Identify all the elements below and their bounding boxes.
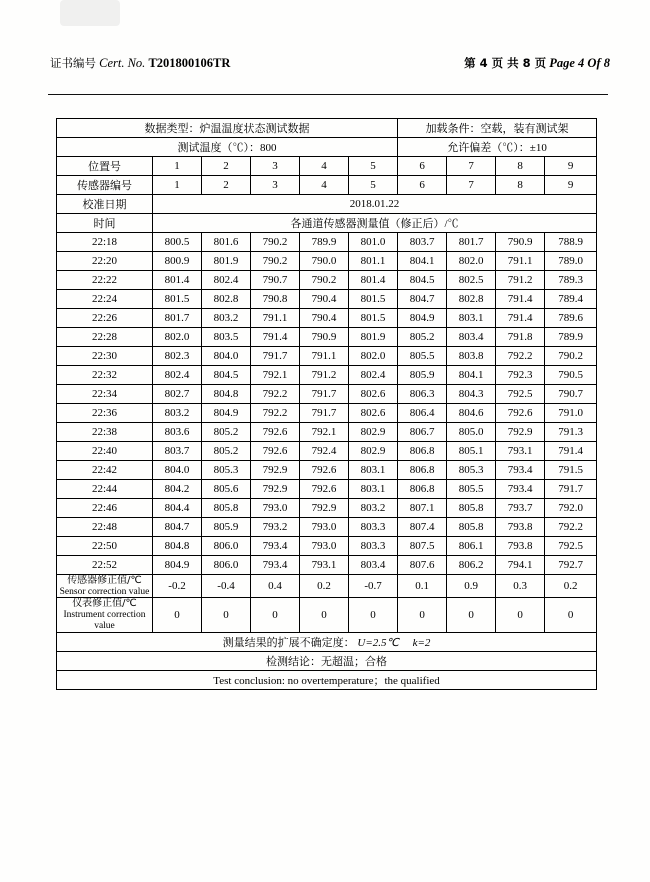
row-time: 22:40 [57,442,153,461]
cell-value: 801.4 [349,271,398,290]
sensor-correction-label [57,575,153,598]
cell-value: 802.0 [349,347,398,366]
cell-value: 792.2 [251,385,300,404]
cell-value: 801.5 [349,290,398,309]
cell-value: 804.4 [153,499,202,518]
cell-value: 806.1 [447,537,496,556]
position-cell: 4 [300,157,349,176]
cell-value: 804.7 [398,290,447,309]
table-row [57,556,597,575]
row-time: 22:32 [57,366,153,385]
table-row-uncertainty [57,632,597,651]
cell-value: 791.8 [496,328,545,347]
table-row [57,537,597,556]
position-cell: 6 [398,157,447,176]
row-time: 22:44 [57,480,153,499]
cell-value: 790.7 [545,385,597,404]
table-row [57,347,597,366]
cell-value: 793.1 [300,556,349,575]
cell-value: 802.9 [349,423,398,442]
cell-value: 803.2 [153,404,202,423]
row-time: 22:20 [57,252,153,271]
cell-value: 805.5 [398,347,447,366]
cell-value: 791.2 [300,366,349,385]
sensor-cell: 7 [447,176,496,195]
row-time: 22:18 [57,233,153,252]
cell-value: 805.8 [447,518,496,537]
cell-value: 790.2 [251,233,300,252]
sensor-correction-value: 0.4 [251,575,300,598]
cell-value: 792.2 [496,347,545,366]
table-row-sensor-correction [57,575,597,598]
cell-value: 791.0 [545,404,597,423]
cell-value: 802.4 [349,366,398,385]
cell-value: 801.9 [349,328,398,347]
sensor-correction-value: -0.4 [202,575,251,598]
cell-value: 801.5 [153,290,202,309]
cell-value: 802.4 [153,366,202,385]
cell-value: 804.9 [398,309,447,328]
cell-value: 803.3 [349,518,398,537]
cell-value: 792.5 [545,537,597,556]
cell-value: 789.6 [545,309,597,328]
cell-value: 801.4 [153,271,202,290]
cell-value: 792.9 [251,480,300,499]
table-row-channel-header [57,214,597,233]
cell-value: 790.2 [300,271,349,290]
sensor-correction-value: -0.2 [153,575,202,598]
sensor-cell: 6 [398,176,447,195]
cell-value: 806.8 [398,442,447,461]
cell-value: 803.1 [349,480,398,499]
cell-value: 789.9 [300,233,349,252]
document-header [50,55,610,71]
cell-value: 803.4 [349,556,398,575]
row-time: 22:24 [57,290,153,309]
cell-value: 793.4 [251,537,300,556]
sensor-correction-value: 0.2 [300,575,349,598]
cell-value: 791.4 [496,309,545,328]
row-time: 22:34 [57,385,153,404]
row-time: 22:50 [57,537,153,556]
cell-value: 793.2 [251,518,300,537]
cell-value: 802.4 [202,271,251,290]
sensor-correction-value: -0.7 [349,575,398,598]
time-label-cell: 时间 [57,214,153,233]
table-row [57,233,597,252]
cell-value: 792.1 [300,423,349,442]
position-cell: 1 [153,157,202,176]
channel-header-cell: 各通道传感器测量值（修正后）/℃ [153,214,597,233]
cell-value: 802.9 [349,442,398,461]
cell-value: 804.1 [398,252,447,271]
cell-value: 804.7 [153,518,202,537]
cell-value: 790.0 [300,252,349,271]
cell-value: 806.8 [398,480,447,499]
cell-value: 803.1 [349,461,398,480]
cell-value: 803.1 [447,309,496,328]
cell-value: 802.3 [153,347,202,366]
table-row [57,385,597,404]
cell-value: 805.1 [447,442,496,461]
cell-value: 804.1 [447,366,496,385]
cell-value: 802.6 [349,404,398,423]
cell-value: 791.7 [300,385,349,404]
cell-value: 801.5 [349,309,398,328]
cell-value: 806.2 [447,556,496,575]
position-label-cell: 位置号 [57,157,153,176]
cell-value: 800.9 [153,252,202,271]
cell-value: 805.0 [447,423,496,442]
cell-value: 790.4 [300,309,349,328]
cell-value: 792.5 [496,385,545,404]
cell-value: 793.4 [251,556,300,575]
cell-value: 805.3 [447,461,496,480]
uncertainty-cell [57,632,597,651]
row-time: 22:28 [57,328,153,347]
cell-value: 805.2 [202,423,251,442]
instrument-correction-value: 0 [349,598,398,632]
conclusion-en-cell: Test conclusion: no overtemperature；the qualified [57,670,597,689]
sensor-cell: 1 [153,176,202,195]
cell-value: 792.2 [251,404,300,423]
load-condition-cell: 加载条件：空载，装有测试架 [398,119,597,138]
position-cell: 5 [349,157,398,176]
cell-value: 803.7 [398,233,447,252]
cell-value: 806.7 [398,423,447,442]
instrument-correction-value: 0 [251,598,300,632]
cell-value: 805.2 [398,328,447,347]
cell-value: 804.0 [153,461,202,480]
cell-value: 793.0 [300,518,349,537]
cell-value: 793.1 [496,442,545,461]
table-row [57,480,597,499]
cell-value: 792.6 [496,404,545,423]
position-cell: 9 [545,157,597,176]
row-time: 22:48 [57,518,153,537]
cell-value: 792.6 [300,461,349,480]
cell-value: 802.8 [202,290,251,309]
sensor-cell: 3 [251,176,300,195]
uncertainty-k-value: k=2 [412,636,431,649]
cell-value: 793.8 [496,518,545,537]
cell-value: 801.7 [447,233,496,252]
table-row [57,328,597,347]
cell-value: 791.3 [545,423,597,442]
cell-value: 792.2 [545,518,597,537]
cell-value: 789.9 [545,328,597,347]
cell-value: 803.7 [153,442,202,461]
cell-value: 804.2 [153,480,202,499]
sensor-cell: 5 [349,176,398,195]
cell-value: 790.5 [545,366,597,385]
cell-value: 792.4 [300,442,349,461]
table-row [57,252,597,271]
cell-value: 803.3 [349,537,398,556]
scan-artifact [60,0,120,26]
table-row-conclusion-cn [57,651,597,670]
position-cell: 8 [496,157,545,176]
cell-value: 794.1 [496,556,545,575]
cell-value: 791.5 [545,461,597,480]
sensor-correction-value: 0.9 [447,575,496,598]
instrument-correction-value: 0 [202,598,251,632]
table-row [57,423,597,442]
cell-value: 807.4 [398,518,447,537]
page-number-en: Page 4 Of 8 [549,56,610,70]
cert-label: 证书编号 [50,56,96,70]
row-time: 22:42 [57,461,153,480]
table-row [57,309,597,328]
cell-value: 802.0 [153,328,202,347]
table-row [57,442,597,461]
instrument-correction-value: 0 [300,598,349,632]
cell-value: 801.6 [202,233,251,252]
cell-value: 791.4 [251,328,300,347]
table-row [57,404,597,423]
table-row [57,290,597,309]
cell-value: 791.7 [545,480,597,499]
cell-value: 801.0 [349,233,398,252]
table-row [57,499,597,518]
cell-value: 805.9 [202,518,251,537]
cell-value: 805.3 [202,461,251,480]
certificate-number [50,55,230,71]
instrument-correction-value: 0 [545,598,597,632]
cell-value: 791.1 [300,347,349,366]
position-cell: 7 [447,157,496,176]
uncertainty-label: 测量结果的扩展不确定度： [222,636,355,649]
cell-value: 806.3 [398,385,447,404]
table-row-instrument-correction [57,598,597,632]
cell-value: 804.9 [153,556,202,575]
cell-value: 792.6 [300,480,349,499]
cell-value: 805.8 [202,499,251,518]
sensor-cell: 8 [496,176,545,195]
cell-value: 802.5 [447,271,496,290]
cell-value: 803.6 [153,423,202,442]
row-time: 22:26 [57,309,153,328]
cell-value: 790.2 [251,252,300,271]
row-time: 22:30 [57,347,153,366]
cell-value: 805.6 [202,480,251,499]
position-cell: 2 [202,157,251,176]
sensor-correction-label-cn: 传感器修正值/℃ [67,575,142,586]
sensor-correction-value: 0.3 [496,575,545,598]
cell-value: 805.8 [447,499,496,518]
cell-value: 792.6 [251,423,300,442]
cell-value: 801.1 [349,252,398,271]
header-divider [48,94,608,95]
cell-value: 792.9 [496,423,545,442]
cell-value: 806.8 [398,461,447,480]
uncertainty-u-value: U=2.5℃ [357,636,399,649]
table-row-conclusion-en [57,670,597,689]
cell-value: 793.0 [251,499,300,518]
tolerance-cell: 允许偏差（℃）：±10 [398,138,597,157]
cert-no-label: Cert. No. [99,56,146,70]
cell-value: 802.6 [349,385,398,404]
cell-value: 806.4 [398,404,447,423]
cell-value: 804.8 [153,537,202,556]
sensor-correction-label-en: Sensor correction value [59,586,150,597]
cell-value: 803.8 [447,347,496,366]
cell-value: 802.0 [447,252,496,271]
cell-value: 790.4 [300,290,349,309]
cell-value: 791.2 [496,271,545,290]
cell-value: 803.2 [349,499,398,518]
cell-value: 793.8 [496,537,545,556]
cell-value: 790.2 [545,347,597,366]
cell-value: 788.9 [545,233,597,252]
cell-value: 807.5 [398,537,447,556]
cell-value: 793.0 [300,537,349,556]
cell-value: 790.8 [251,290,300,309]
cell-value: 805.2 [202,442,251,461]
cell-value: 805.9 [398,366,447,385]
cell-value: 790.7 [251,271,300,290]
table-row-cal-date [57,195,597,214]
cell-value: 792.0 [545,499,597,518]
table-row [57,518,597,537]
sensor-correction-value: 0.1 [398,575,447,598]
instrument-correction-value: 0 [447,598,496,632]
cell-value: 807.1 [398,499,447,518]
page-number-cn: 第 4 页 共 8 页 [464,56,547,70]
row-time: 22:22 [57,271,153,290]
cell-value: 790.9 [496,233,545,252]
cell-value: 791.7 [300,404,349,423]
cell-value: 800.5 [153,233,202,252]
sensor-cell: 2 [202,176,251,195]
instrument-correction-value: 0 [398,598,447,632]
table-row [57,366,597,385]
cell-value: 791.1 [251,309,300,328]
cell-value: 807.6 [398,556,447,575]
cell-value: 792.1 [251,366,300,385]
cell-value: 805.5 [447,480,496,499]
cell-value: 802.8 [447,290,496,309]
table-row-positions [57,157,597,176]
cell-value: 791.4 [545,442,597,461]
table-row [57,461,597,480]
sensor-cell: 4 [300,176,349,195]
test-temperature-cell: 测试温度（℃）：800 [57,138,398,157]
cell-value: 801.9 [202,252,251,271]
cell-value: 804.3 [447,385,496,404]
instrument-correction-label-cn: 仪表修正值/℃ [72,598,137,610]
row-time: 22:36 [57,404,153,423]
cell-value: 793.7 [496,499,545,518]
sensor-cell: 9 [545,176,597,195]
instrument-correction-value: 0 [153,598,202,632]
cell-value: 792.3 [496,366,545,385]
sensor-label-cell: 传感器编号 [57,176,153,195]
instrument-correction-value: 0 [496,598,545,632]
cal-date-value-cell: 2018.01.22 [153,195,597,214]
conclusion-cn-cell: 检测结论：无超温；合格 [57,651,597,670]
row-time: 22:46 [57,499,153,518]
cell-value: 789.0 [545,252,597,271]
cell-value: 801.7 [153,309,202,328]
table-row-test-temp [57,138,597,157]
cell-value: 791.7 [251,347,300,366]
cert-no-value: T201800106TR [148,56,231,70]
page-number [464,55,610,71]
cell-value: 789.3 [545,271,597,290]
instrument-correction-label-en: Instrument correction value [63,609,146,631]
cell-value: 789.4 [545,290,597,309]
cell-value: 791.1 [496,252,545,271]
cell-value: 792.9 [300,499,349,518]
sensor-correction-value: 0.2 [545,575,597,598]
temperature-data-table [56,118,597,690]
cell-value: 804.5 [398,271,447,290]
cell-value: 792.9 [251,461,300,480]
cell-value: 804.6 [447,404,496,423]
cal-date-label-cell: 校准日期 [57,195,153,214]
cell-value: 804.5 [202,366,251,385]
cell-value: 793.4 [496,480,545,499]
cell-value: 803.2 [202,309,251,328]
data-type-cell: 数据类型：炉温温度状态测试数据 [57,119,398,138]
instrument-correction-label [57,598,153,632]
cell-value: 806.0 [202,537,251,556]
cell-value: 803.5 [202,328,251,347]
table-row-sensors [57,176,597,195]
cell-value: 792.7 [545,556,597,575]
cell-value: 791.4 [496,290,545,309]
table-row [57,271,597,290]
cell-value: 790.9 [300,328,349,347]
cell-value: 804.0 [202,347,251,366]
cell-value: 792.6 [251,442,300,461]
cell-value: 802.7 [153,385,202,404]
cell-value: 803.4 [447,328,496,347]
row-time: 22:38 [57,423,153,442]
cell-value: 804.9 [202,404,251,423]
table-row-data-type [57,119,597,138]
cell-value: 804.8 [202,385,251,404]
cell-value: 806.0 [202,556,251,575]
cell-value: 793.4 [496,461,545,480]
position-cell: 3 [251,157,300,176]
row-time: 22:52 [57,556,153,575]
